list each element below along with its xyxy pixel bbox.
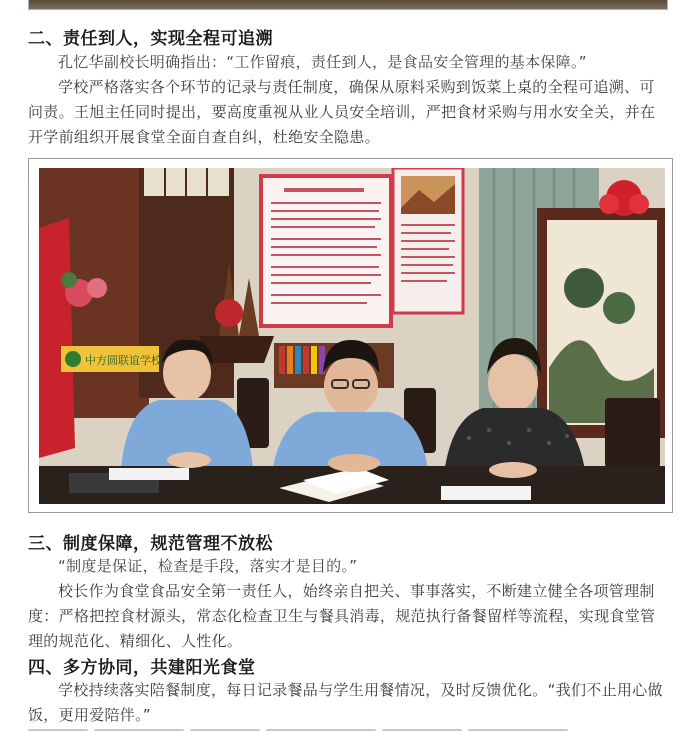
- meeting-photo-frame: [28, 158, 673, 513]
- body-paragraph: 学校持续落实陪餐制度，每日记录餐品与学生用餐情况，及时反馈优化。“我们不止用心做饭，更用爱陪伴。”: [28, 681, 663, 724]
- meeting-photo-illustration: [39, 168, 665, 504]
- school-sign-text: 中方圆联谊学校: [85, 354, 162, 367]
- cut-off-text-line: [28, 722, 668, 731]
- meeting-photo: [39, 168, 665, 504]
- body-paragraph: 校长作为食堂食品安全第一责任人，始终亲自把关、事事落实，不断建立健全各项管理制度：严格把控食材源头，常态化检查卫生与餐具消毒，规范执行备餐留样等流程，实现食堂管理的规范化、精细化、人性化。: [28, 582, 656, 650]
- previous-photo-edge: [28, 0, 668, 10]
- quote-paragraph: “制度是保证，检查是手段，落实才是目的。”: [58, 557, 358, 575]
- section-heading-responsibility: 二、责任到人，实现全程可追溯: [28, 29, 273, 49]
- section-heading-collaboration: 四、多方协同，共建阳光食堂: [28, 658, 256, 678]
- quote-paragraph: 孔忆华副校长明确指出：“工作留痕，责任到人，是食品安全管理的基本保障。”: [58, 53, 587, 71]
- body-paragraph: 学校严格落实各个环节的记录与责任制度，确保从原料采购到饭菜上桌的全程可追溯、可问责。王旭主任同时提出，要高度重视从业人员安全培训，严把食材采购与用水安全关，并在开学前组织开展食堂全面自查自纠，杜绝安全隐患。: [28, 78, 656, 146]
- section-heading-system: 三、制度保障，规范管理不放松: [28, 534, 273, 554]
